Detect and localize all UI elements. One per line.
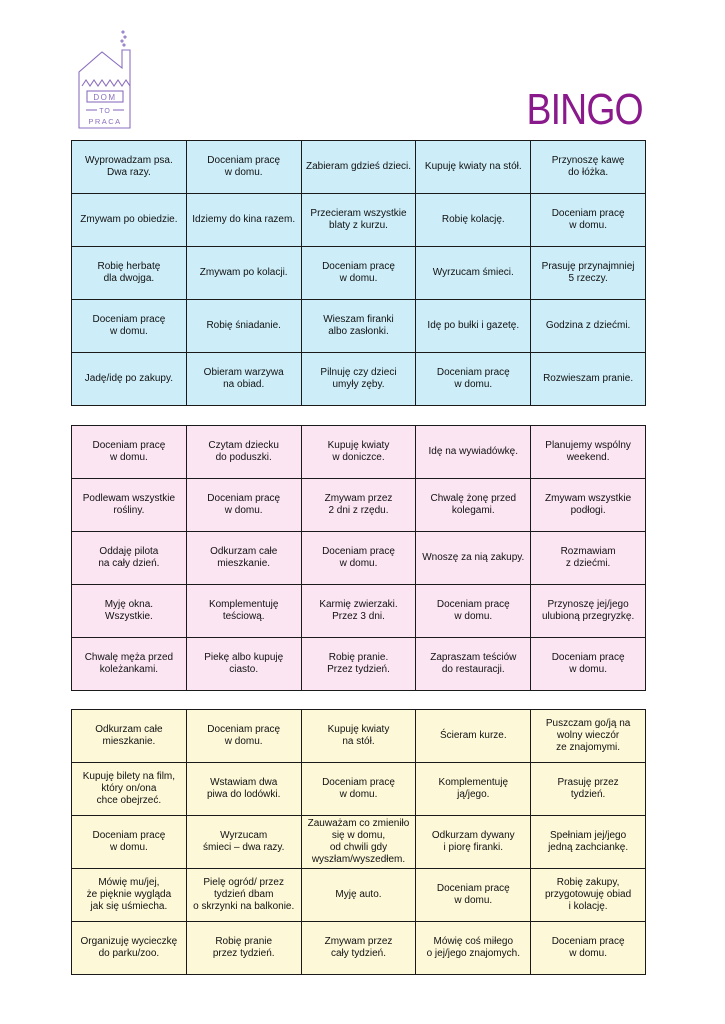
bingo-cell[interactable]: Prasuję przez tydzień. bbox=[531, 763, 646, 816]
bingo-cell[interactable]: Podlewam wszystkie rośliny. bbox=[72, 479, 187, 532]
bingo-cell[interactable]: Zauważam co zmieniło się w domu, od chwili gdy wyszłam/wyszedłem. bbox=[301, 816, 416, 869]
bingo-row bbox=[72, 585, 646, 638]
logo-text-praca: PRACA bbox=[88, 117, 122, 126]
bingo-cell[interactable]: Odkurzam całe mieszkanie. bbox=[186, 532, 301, 585]
bingo-cell[interactable]: Zmywam przez 2 dni z rzędu. bbox=[301, 479, 416, 532]
bingo-cell[interactable]: Doceniam pracę w domu. bbox=[301, 247, 416, 300]
bingo-cell[interactable]: Piekę albo kupuję ciasto. bbox=[186, 638, 301, 691]
bingo-cell[interactable]: Robię herbatę dla dwojga. bbox=[72, 247, 187, 300]
bingo-cell[interactable]: Komplementuję teściową. bbox=[186, 585, 301, 638]
bingo-cell[interactable]: Chwalę żonę przed kolegami. bbox=[416, 479, 531, 532]
dom-to-praca-logo bbox=[76, 28, 138, 132]
bingo-cell[interactable]: Pielę ogród/ przez tydzień dbam o skrzynki na balkonie. bbox=[186, 869, 301, 922]
bingo-cell[interactable]: Odkurzam całe mieszkanie. bbox=[72, 710, 187, 763]
bingo-cell[interactable]: Komplementuję ją/jego. bbox=[416, 763, 531, 816]
bingo-cell[interactable]: Zabieram gdzieś dzieci. bbox=[301, 141, 416, 194]
bingo-cell[interactable]: Zmywam przez cały tydzień. bbox=[301, 922, 416, 975]
bingo-cell[interactable]: Godzina z dziećmi. bbox=[531, 300, 646, 353]
bingo-cell[interactable]: Doceniam pracę w domu. bbox=[416, 353, 531, 406]
bingo-cell[interactable]: Wieszam firanki albo zasłonki. bbox=[301, 300, 416, 353]
bingo-cell[interactable]: Przynoszę kawę do łóżka. bbox=[531, 141, 646, 194]
bingo-cell[interactable]: Doceniam pracę w domu. bbox=[531, 194, 646, 247]
logo-text-to: TO bbox=[99, 108, 111, 115]
bingo-cell[interactable]: Wyprowadzam psa. Dwa razy. bbox=[72, 141, 187, 194]
bingo-cell[interactable]: Doceniam pracę w domu. bbox=[72, 426, 187, 479]
bingo-row bbox=[72, 869, 646, 922]
bingo-cell[interactable]: Robię zakupy, przygotowuję obiad i kolację. bbox=[531, 869, 646, 922]
bingo-cell[interactable]: Doceniam pracę w domu. bbox=[301, 763, 416, 816]
bingo-cell[interactable]: Idę na wywiadówkę. bbox=[416, 426, 531, 479]
bingo-row bbox=[72, 479, 646, 532]
bingo-cell[interactable]: Rozwieszam pranie. bbox=[531, 353, 646, 406]
bingo-cell[interactable]: Obieram warzywa na obiad. bbox=[186, 353, 301, 406]
bingo-cell[interactable]: Doceniam pracę w domu. bbox=[72, 816, 187, 869]
bingo-cell[interactable]: Kupuję kwiaty na stół. bbox=[416, 141, 531, 194]
bingo-board-pink bbox=[71, 425, 646, 691]
bingo-row bbox=[72, 710, 646, 763]
bingo-row bbox=[72, 194, 646, 247]
bingo-cell[interactable]: Przynoszę jej/jego ulubioną przegryzkę. bbox=[531, 585, 646, 638]
bingo-cell[interactable]: Doceniam pracę w domu. bbox=[72, 300, 187, 353]
bingo-cell[interactable]: Myję okna. Wszystkie. bbox=[72, 585, 187, 638]
bingo-cell[interactable]: Zmywam po kolacji. bbox=[186, 247, 301, 300]
bingo-cell[interactable]: Wnoszę za nią zakupy. bbox=[416, 532, 531, 585]
bingo-cell[interactable]: Ścieram kurze. bbox=[416, 710, 531, 763]
bingo-cell[interactable]: Wstawiam dwa piwa do lodówki. bbox=[186, 763, 301, 816]
bingo-row bbox=[72, 141, 646, 194]
bingo-row bbox=[72, 247, 646, 300]
bingo-cell[interactable]: Robię śniadanie. bbox=[186, 300, 301, 353]
bingo-cell[interactable]: Wyrzucam śmieci. bbox=[416, 247, 531, 300]
bingo-row bbox=[72, 816, 646, 869]
bingo-cell[interactable]: Doceniam pracę w domu. bbox=[416, 585, 531, 638]
bingo-cell[interactable]: Czytam dziecku do poduszki. bbox=[186, 426, 301, 479]
bingo-cell[interactable]: Mówię coś miłego o jej/jego znajomych. bbox=[416, 922, 531, 975]
bingo-row bbox=[72, 922, 646, 975]
bingo-cell[interactable]: Prasuję przynajmniej 5 rzeczy. bbox=[531, 247, 646, 300]
bingo-cell[interactable]: Doceniam pracę w domu. bbox=[186, 479, 301, 532]
bingo-cell[interactable]: Doceniam pracę w domu. bbox=[531, 638, 646, 691]
bingo-cell[interactable]: Kupuję bilety na film, który on/ona chce obejrzeć. bbox=[72, 763, 187, 816]
bingo-cell[interactable]: Zmywam po obiedzie. bbox=[72, 194, 187, 247]
bingo-board-yellow bbox=[71, 709, 646, 975]
bingo-cell[interactable]: Przecieram wszystkie blaty z kurzu. bbox=[301, 194, 416, 247]
bingo-cell[interactable]: Planujemy wspólny weekend. bbox=[531, 426, 646, 479]
page-title: BINGO bbox=[526, 85, 643, 134]
bingo-cell[interactable]: Oddaję pilota na cały dzień. bbox=[72, 532, 187, 585]
bingo-cell[interactable]: Karmię zwierzaki. Przez 3 dni. bbox=[301, 585, 416, 638]
bingo-row bbox=[72, 353, 646, 406]
bingo-cell[interactable]: Idziemy do kina razem. bbox=[186, 194, 301, 247]
bingo-cell[interactable]: Odkurzam dywany i piorę firanki. bbox=[416, 816, 531, 869]
bingo-cell[interactable]: Myję auto. bbox=[301, 869, 416, 922]
bingo-row bbox=[72, 638, 646, 691]
bingo-cell[interactable]: Spełniam jej/jego jedną zachciankę. bbox=[531, 816, 646, 869]
bingo-cell[interactable]: Doceniam pracę w domu. bbox=[186, 141, 301, 194]
bingo-board-blue bbox=[71, 140, 646, 406]
bingo-cell[interactable]: Jadę/idę po zakupy. bbox=[72, 353, 187, 406]
bingo-cell[interactable]: Doceniam pracę w domu. bbox=[301, 532, 416, 585]
bingo-cell[interactable]: Organizuję wycieczkę do parku/zoo. bbox=[72, 922, 187, 975]
bingo-cell[interactable]: Robię pranie. Przez tydzień. bbox=[301, 638, 416, 691]
bingo-cell[interactable]: Pilnuję czy dzieci umyły zęby. bbox=[301, 353, 416, 406]
bingo-cell[interactable]: Zapraszam teściów do restauracji. bbox=[416, 638, 531, 691]
bingo-cell[interactable]: Idę po bułki i gazetę. bbox=[416, 300, 531, 353]
bingo-cell[interactable]: Kupuję kwiaty na stół. bbox=[301, 710, 416, 763]
bingo-cell[interactable]: Chwalę męża przed koleżankami. bbox=[72, 638, 187, 691]
bingo-cell[interactable]: Wyrzucam śmieci – dwa razy. bbox=[186, 816, 301, 869]
bingo-cell[interactable]: Doceniam pracę w domu. bbox=[531, 922, 646, 975]
logo-text-dom: DOM bbox=[93, 93, 117, 102]
bingo-cell[interactable]: Mówię mu/jej, że pięknie wygląda jak się uśmiecha. bbox=[72, 869, 187, 922]
bingo-cell[interactable]: Puszczam go/ją na wolny wieczór ze znajomymi. bbox=[531, 710, 646, 763]
bingo-row bbox=[72, 426, 646, 479]
bingo-cell[interactable]: Doceniam pracę w domu. bbox=[416, 869, 531, 922]
bingo-row bbox=[72, 532, 646, 585]
bingo-row bbox=[72, 300, 646, 353]
bingo-cell[interactable]: Robię pranie przez tydzień. bbox=[186, 922, 301, 975]
bingo-cell[interactable]: Rozmawiam z dziećmi. bbox=[531, 532, 646, 585]
bingo-cell[interactable]: Kupuję kwiaty w doniczce. bbox=[301, 426, 416, 479]
bingo-cell[interactable]: Zmywam wszystkie podłogi. bbox=[531, 479, 646, 532]
bingo-cell[interactable]: Doceniam pracę w domu. bbox=[186, 710, 301, 763]
bingo-cell[interactable]: Robię kolację. bbox=[416, 194, 531, 247]
bingo-row bbox=[72, 763, 646, 816]
